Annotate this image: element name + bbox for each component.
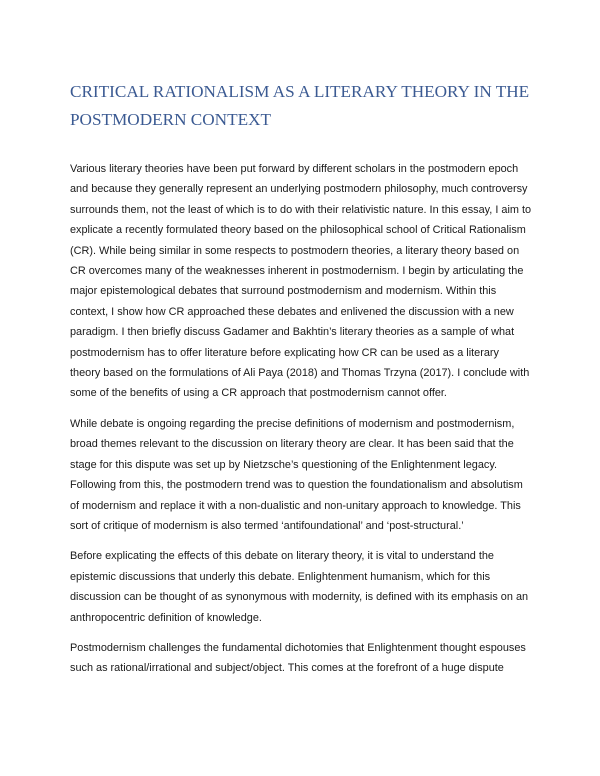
document-title: CRITICAL RATIONALISM AS A LITERARY THEORY IN THE POSTMODERN CONTEXT xyxy=(70,82,530,129)
paragraph-epistemic-discussions: Before explicating the effects of this debate on literary theory, it is vital to understand the epistemic discussions that underly this debate. Enlightenment humanism, which for this discussion can be thought of as synonymous with modernity, is defined with its emphasis on an anthropocentric definition of knowledge. xyxy=(70,550,529,624)
paragraph-abstract: Various literary theories have been put forward by different scholars in the postmodern epoch and because they generally represent an underlying postmodern philosophy, much controversy surrounds them, not the least of which is to do with their relativistic nature. In this essay, I aim to explicate a recently formulated theory based on the philosophical school of Critical Rationalism (CR). While being similar in some respects to postmodern theories, a literary theory based on CR overcomes many of the weaknesses inherent in postmodernism. I begin by articulating the major epistemological debates that surround postmodernism and modernism. Within this context, I show how CR approached these debates and enlivened the discussion with a new paradigm. I then briefly discuss Gadamer and Bakhtin’s literary theories as a sample of what postmodernism has to offer literature before explicating how CR can be used as a literary theory based on the formulations of Ali Paya (2018) and Thomas Trzyna (2017). I conclude with some of the benefits of using a CR approach that postmodernism cannot offer. xyxy=(70,163,532,400)
document-body xyxy=(70,159,532,689)
paragraph-postmodern-dichotomies: Postmodernism challenges the fundamental dichotomies that Enlightenment thought espouses such as rational/irrational and subject/object. This comes at the forefront of a huge dispute xyxy=(70,641,526,675)
paragraph-modernism-debate: While debate is ongoing regarding the precise definitions of modernism and postmodernism, broad themes relevant to the discussion on literary theory are clear. It has been said that the stage for this dispute was set up by Nietzsche’s questioning of the Enlightenment legacy. Following from this, the postmodern trend was to question the foundationalism and absolutism of modernism and replace it with a non-dualistic and non-unitary approach to knowledge. This sort of critique of modernism is also termed ‘antifoundational’ and ‘post-structural.’ xyxy=(70,417,523,532)
